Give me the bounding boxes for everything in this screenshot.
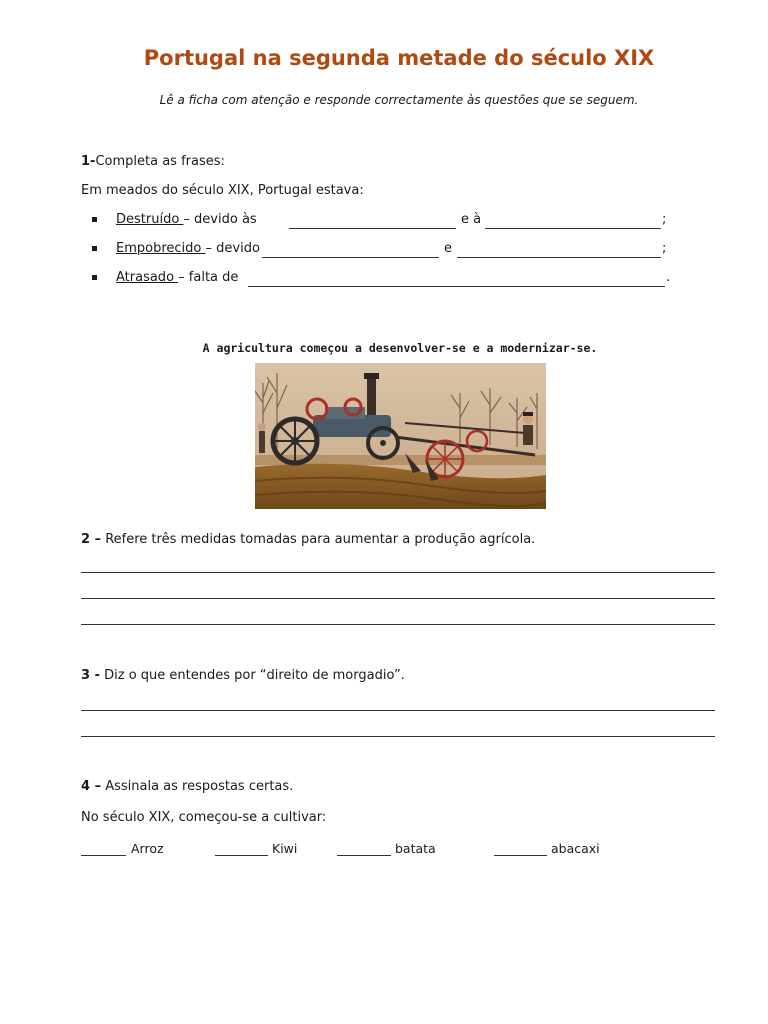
option-batata: batata [395,841,436,856]
image-caption: A agricultura começou a desenvolver-se e a modernizar-se. [202,341,598,355]
answer-line[interactable] [81,736,715,737]
checkbox-blank-kiwi[interactable] [215,841,268,856]
question-2 [81,532,535,547]
question-2-text: Refere três medidas tomadas para aumentar a produção agrícola. [105,532,536,547]
fill-item-2-word: Empobrecido [116,241,206,256]
answer-blank-2a[interactable] [262,243,439,258]
option-abacaxi: abacaxi [551,841,600,856]
fill-item-3-rest: – falta de [178,270,239,285]
question-2-number: 2 – [81,532,102,547]
question-1 [81,154,225,169]
question-4-intro: No século XIX, começou-se a cultivar: [81,810,327,825]
fill-item-2-end: ; [662,241,667,256]
question-1-text: Completa as frases: [95,154,225,169]
fill-item-1-word: Destruído [116,212,184,227]
fill-item-1-mid: e à [461,212,482,227]
answer-blank-2b[interactable] [457,243,661,258]
answer-blank-1b[interactable] [485,214,661,229]
answer-blank-3[interactable] [248,272,665,287]
bullet-icon [92,217,97,222]
checkbox-blank-batata[interactable] [337,841,391,856]
fill-item-3-end: . [666,270,671,285]
fill-item-3-word: Atrasado [116,270,179,285]
steam-plough-illustration [255,363,546,509]
answer-line[interactable] [81,572,715,573]
question-4-text: Assinala as respostas certas. [105,779,294,794]
question-3 [81,668,405,683]
fill-item-2-mid: e [444,241,452,256]
question-3-text: Diz o que entendes por “direito de morgadio”. [104,668,405,683]
answer-line[interactable] [81,710,715,711]
answer-blank-1a[interactable] [289,214,456,229]
page-title: Portugal na segunda metade do século XIX [143,46,655,70]
instructions: Lê a ficha com atenção e responde correctamente às questões que se seguem. [159,93,639,107]
answer-line[interactable] [81,598,715,599]
fill-item-1-rest: – devido às [183,212,257,227]
checkbox-blank-abacaxi[interactable] [494,841,547,856]
question-1-number: 1- [81,154,96,169]
fill-item-1 [116,212,257,227]
answer-line[interactable] [81,624,715,625]
fill-item-3 [116,270,238,285]
question-4-number: 4 – [81,779,102,794]
bullet-icon [92,275,97,280]
question-4 [81,779,293,794]
bullet-icon [92,246,97,251]
fill-item-2-rest: – devido [205,241,260,256]
checkbox-blank-arroz[interactable] [81,841,126,856]
question-1-intro: Em meados do século XIX, Portugal estava: [81,183,364,198]
fill-item-1-end: ; [662,212,667,227]
option-arroz: Arroz [131,841,164,856]
fill-item-2 [116,241,260,256]
option-kiwi: Kiwi [272,841,298,856]
question-3-number: 3 - [81,668,100,683]
